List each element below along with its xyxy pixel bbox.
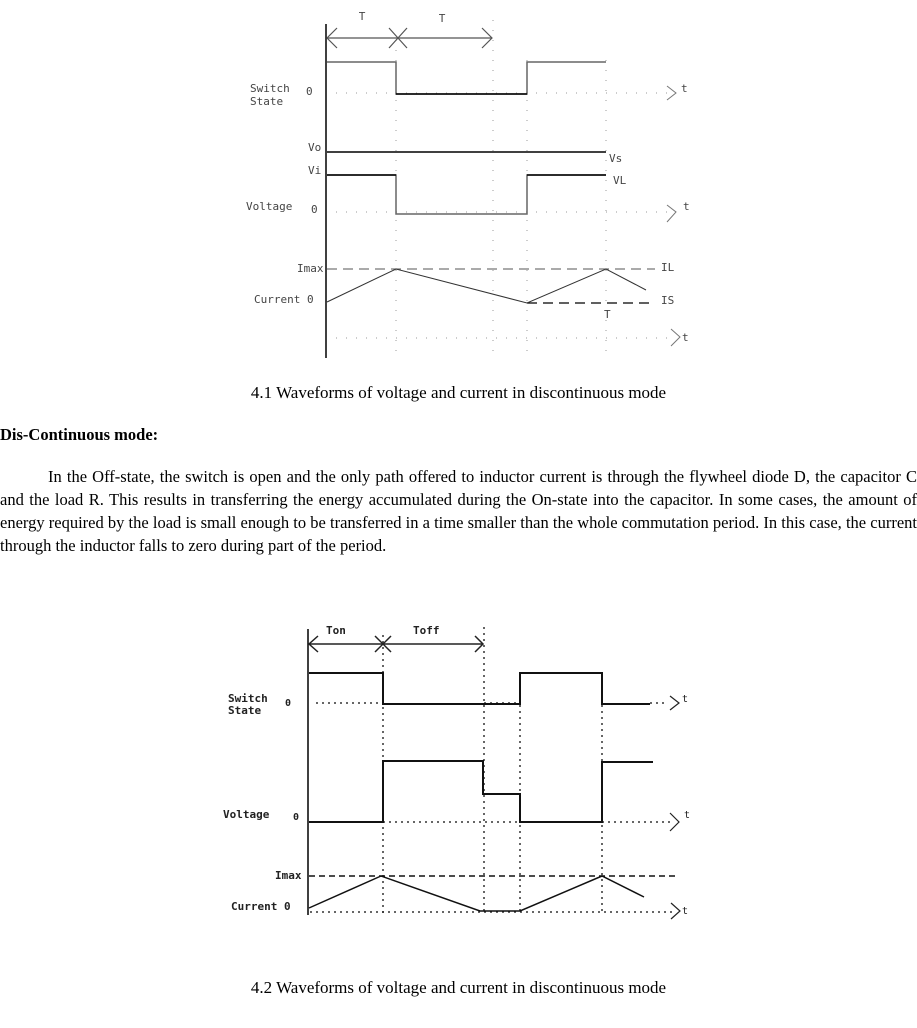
t-arrow-icon: [667, 86, 676, 100]
is-label: IS: [661, 294, 675, 307]
axis-t-label-3: t: [682, 331, 689, 344]
t-arrow-icon: [671, 329, 680, 346]
axis-t-label-3: t: [682, 906, 689, 917]
timing-arrows: [309, 636, 483, 652]
axis-t-label-2: t: [683, 200, 690, 213]
figure-1-waveforms: [0, 0, 917, 370]
ton-label: Ton: [326, 624, 346, 637]
current-label: Current 0: [254, 293, 314, 306]
switch-label-line1: Switch: [228, 692, 268, 705]
period-arrows: [327, 28, 492, 48]
imax-label: Imax: [275, 869, 302, 882]
switch-label-line1: Switch: [250, 82, 290, 95]
axis-t-label-1: t: [681, 82, 688, 95]
vs-label: Vs: [609, 152, 623, 165]
section-body: [0, 465, 917, 557]
vo-label: Vo: [308, 141, 322, 154]
current-waveform: [327, 269, 646, 303]
voltage-label: Voltage: [223, 808, 270, 821]
voltage-waveform: [309, 761, 653, 822]
toff-label: Toff: [413, 624, 440, 637]
figure-1-caption: 4.1 Waveforms of voltage and current in discontinuous mode: [250, 383, 667, 402]
voltage-zero-label: 0: [311, 203, 318, 216]
period-label-1: T: [358, 10, 366, 23]
figure-2-waveforms: [0, 615, 917, 935]
voltage-zero-label: 0: [293, 812, 300, 823]
gridlines: [310, 627, 672, 915]
imax-label: Imax: [297, 262, 324, 275]
switch-zero-label: 0: [306, 85, 313, 98]
section-heading: Dis-Continuous mode:: [0, 425, 159, 444]
gridlines: [336, 20, 668, 360]
switch-label-line2: State: [250, 95, 284, 108]
t-arrow-icon: [670, 813, 679, 831]
vi-label: Vi: [308, 164, 322, 177]
axis-t-label-1: t: [682, 694, 689, 705]
paragraph: In the Off-state, the switch is open and the only path offered to inductor current is through the flywheel diode D, the capacitor C and the load R. This results in transferring the energy accumulated during the On-state into the capacitor. In some cases, the amount of energy required by the load is small enough to be transferred in a time smaller than the whole commutation period. In this case, the current through the inductor falls to zero during part of the period.: [0, 467, 917, 555]
period-t-label: T: [604, 308, 611, 321]
voltage-label: Voltage: [246, 200, 293, 213]
t-arrow-icon: [671, 903, 680, 919]
vl-label: VL: [613, 174, 627, 187]
axis-t-label-2: t: [684, 810, 691, 821]
figure-2-caption: 4.2 Waveforms of voltage and current in discontinuous mode: [250, 978, 667, 997]
il-label: IL: [661, 261, 675, 274]
voltage-waveform: [327, 175, 606, 214]
switch-zero-label: 0: [285, 698, 292, 709]
switch-state-waveform: [309, 673, 650, 704]
current-waveform: [309, 876, 644, 911]
period-label-2: T: [438, 12, 446, 25]
switch-state-waveform: [327, 62, 606, 94]
switch-label-line2: State: [228, 704, 262, 717]
t-arrow-icon: [667, 205, 676, 222]
current-label: Current 0: [231, 900, 291, 913]
t-arrow-icon: [670, 696, 679, 710]
